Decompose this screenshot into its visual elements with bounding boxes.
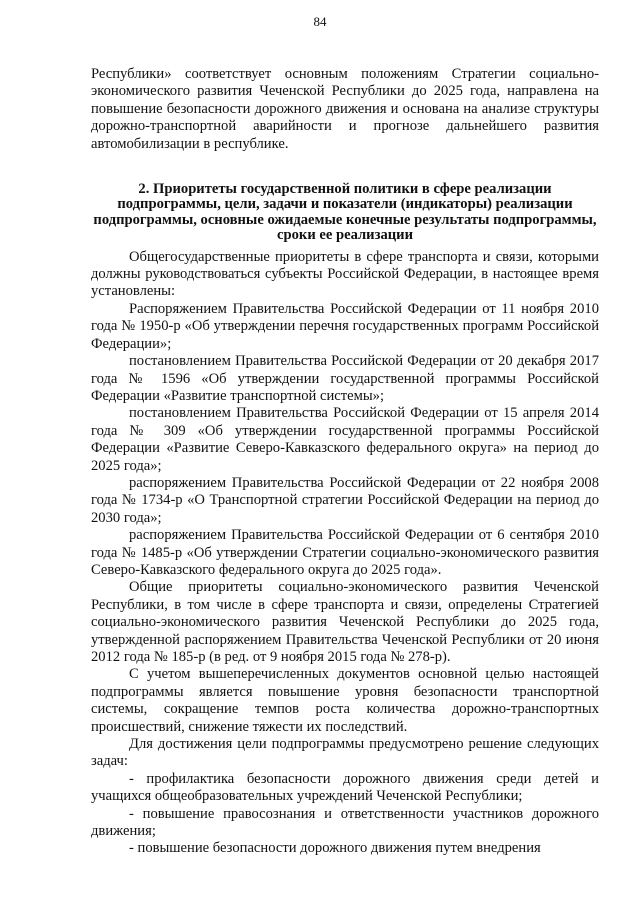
paragraph-order-1734r: распоряжением Правительства Российской Федерации от 22 ноября 2008 года № 1734-р «О Транспортной стратегии Российской Федерации на период до 2030 года»;: [91, 474, 599, 526]
list-item-task-awareness: - повышение правосознания и ответственности участников дорожного движения;: [91, 805, 599, 840]
list-item-task-safety: - повышение безопасности дорожного движения путем внедрения: [129, 840, 541, 857]
list-item-task-children: - профилактика безопасности дорожного движения среди детей и учащихся общеобразовательных учреждений Чеченской Республики;: [91, 770, 599, 805]
paragraph-resolution-309: постановлением Правительства Российской Федерации от 15 апреля 2014 года № 309 «Об утверждении государственной программы Российской Федерации «Развитие Северо-Кавказского федерального округа» на период до 2025 года»;: [91, 405, 599, 474]
paragraph-order-1950r: Распоряжением Правительства Российской Федерации от 11 ноября 2010 года № 1950-р «Об утверждении перечня государственных программ Российской Федерации»;: [91, 300, 599, 352]
paragraph-chechen-priorities: Общие приоритеты социально-экономического развития Чеченской Республики, в том числе в сфере транспорта и связи, определены Стратегией социально-экономического развития Чеченской Республики до 2025 года, утвержденной распоряжением Правительства Чеченской Республики от 20 июня 2012 года № 185-р (в ред. от 9 ноября 2015 года № 278-р).: [91, 579, 599, 665]
paragraph-order-1485r: распоряжением Правительства Российской Федерации от 6 сентября 2010 года № 1485-р «Об утверждении Стратегии социально-экономического развития Северо-Кавказского федерального округа до 2025 года».: [91, 527, 599, 578]
paragraph-priorities-intro: Общегосударственные приоритеты в сфере транспорта и связи, которыми должны руководствоваться субъекты Российской Федерации, в настоящее время установлены:: [91, 248, 599, 300]
intro-paragraph: Республики» соответствует основным положениям Стратегии социально-экономического развития Чеченской Республики до 2025 года, направлена на повышение безопасности дорожного движения и основана на анализе структуры дорожно-транспортной аварийности и прогнозе дальнейшего развития автомобилизации в республике.: [91, 66, 599, 152]
paragraph-tasks-intro: Для достижения цели подпрограммы предусмотрено решение следующих задач:: [91, 736, 599, 770]
section-heading: 2. Приоритеты государственной политики в сфере реализации подпрограммы, цели, задачи и показатели (индикаторы) реализации подпрограммы, основные ожидаемые конечные результаты подпрограммы, сроки ее реализации: [93, 181, 597, 244]
paragraph-resolution-1596: постановлением Правительства Российской Федерации от 20 декабря 2017 года № 1596 «Об утверждении государственной программы Российской Федерации «Развитие транспортной системы»;: [91, 353, 599, 404]
paragraph-main-goal: С учетом вышеперечисленных документов основной целью настоящей подпрограммы является повышение уровня безопасности транспортной системы, сокращение темпов роста количества дорожно-транспортных происшествий, снижение тяжести их последствий.: [91, 666, 599, 735]
page-number: 84: [313, 14, 327, 29]
page-content: [91, 66, 599, 858]
